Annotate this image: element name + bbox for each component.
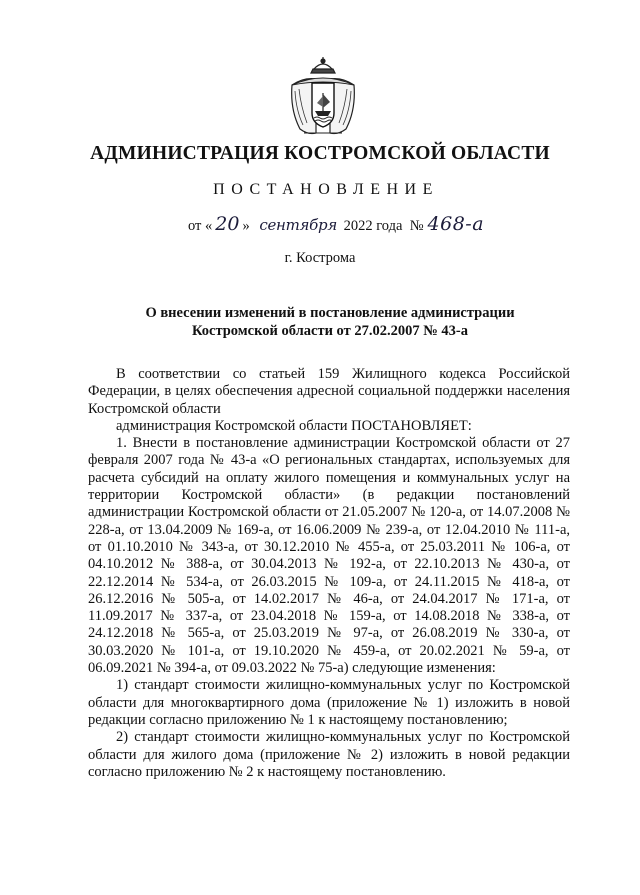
date-month: сентября: [259, 216, 337, 234]
subject-line-2: Костромской области от 27.02.2007 № 43-а: [191, 323, 469, 339]
paragraph-resolves: администрация Костромской области ПОСТАНОВЛЯЕТ:: [116, 417, 472, 434]
date-line: [188, 213, 484, 243]
document-number: 468-а: [427, 213, 485, 235]
number-label: №: [409, 218, 424, 234]
paragraph-basis: В соответствии со статьей 159 Жилищного кодекса Российской Федерации, в целях обеспечения адресной социальной поддержки населения Костромской области: [88, 366, 570, 417]
paragraph-subitem-1: 1) стандарт стоимости жилищно-коммунальных услуг по Костромской области для многоквартирного дома (приложение № 1) изложить в новой редакции согласно приложению № 1 к настоящему постановлению;: [88, 677, 570, 728]
date-day: 20: [215, 213, 240, 235]
paragraph-item-1: 1. Внести в постановление администрации Костромской области от 27 февраля 2007 года № 43-а «О региональных стандартах, используемых для расчета субсидий на оплату жилого помещения и коммунальных услуг на территории Костромской области» (в редакции постановлений администрации Костромской области от 21.05.2007 № 120-а, от 14.07.2008 № 228-а, от 13.04.2009 № 169-а, от 16.06.2009 № 239-а, от 12.04.2010 № 111-а, от 01.10.2010 № 343-а, от 30.12.2010 № 455-а, от 25.03.2011 № 106-а, от 04.10.2012 № 388-а, от 30.04.2013 № 192-а, от 22.10.2013 № 430-а, от 22.12.2014 № 534-а, от 26.03.2015 № 109-а, от 24.11.2015 № 418-а, от 26.12.2016 № 505-а, от 14.02.2017 № 46-а, от 24.04.2017 № 171-а, от 11.09.2017 № 337-а, от 23.04.2018 № 159-а, от 14.08.2018 № 338-а, от 24.12.2018 № 565-а, от 25.03.2019 № 97-а, от 26.08.2019 № 330-а, от 30.03.2020 № 101-а, от 19.10.2020 № 459-а, от 20.02.2021 № 59-а, от 06.09.2021 № 394-а, от 09.03.2022 № 75-а) следующие изменения:: [88, 435, 570, 677]
city: г. Кострома: [284, 250, 356, 266]
date-year: 2022 года: [343, 218, 403, 234]
subject-line-1: О внесении изменений в постановление администрации: [145, 305, 515, 321]
date-suffix: »: [242, 218, 250, 234]
body-text: [88, 366, 570, 781]
subject: [130, 304, 530, 340]
organization-title: АДМИНИСТРАЦИЯ КОСТРОМСКОЙ ОБЛАСТИ: [90, 143, 550, 164]
coat-of-arms-icon: [286, 55, 360, 137]
document-type: ПОСТАНОВЛЕНИЕ: [213, 181, 439, 198]
date-prefix: от «: [188, 218, 213, 234]
paragraph-subitem-2: 2) стандарт стоимости жилищно-коммунальных услуг по Костромской области для жилого дома (приложение № 2) изложить в новой редакции согласно приложению № 2 к настоящему постановлению.: [88, 729, 570, 780]
